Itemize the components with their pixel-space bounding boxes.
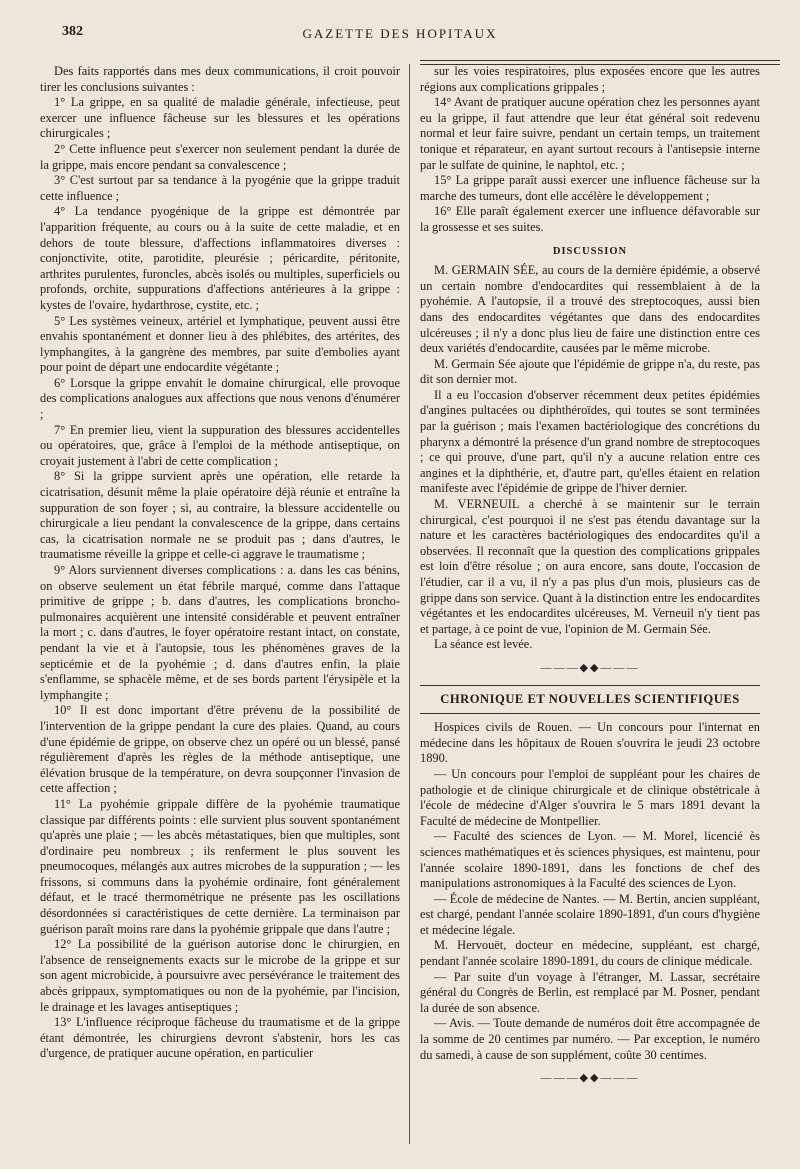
news-item: — Un concours pour l'emploi de suppléant pour les chaires de pathologie et de clinique chirurgicale et de clinique obstétricale à l'école de médecine d'Alger s'ouvrira le 5 mars 1891 devant la Faculté de médecine de Montpellier.	[420, 766, 760, 828]
paragraph: 4° La tendance pyogénique de la grippe est démontrée par l'apparition fréquente, au cours ou à la suite de cette maladie, et en dehors de toute blessure, d'affections inflammatoires diverses : conjonctivite, otite, parotidite, pleurésie ; péricardite, péritonite, arthrites purulentes, furoncles, abcès isolés ou multiples, superficiels ou profonds, orchite, suppurations d'affections antérieures à la grippe : kystes de l'ovaire, hydarthrose, cystite, etc. ;	[40, 204, 400, 312]
news-item: M. Hervouët, docteur en médecine, suppléant, est chargé, pendant l'année scolaire 1890-1891, du cours de clinique médicale.	[420, 938, 760, 969]
paragraph: sur les voies respiratoires, plus exposées encore que les autres régions aux complications grippales ;	[420, 64, 760, 94]
paragraph: 9° Alors surviennent diverses complications : a. dans les cas bénins, on observe seulement un état fébrile marqué, comme dans l'attaque primitive de grippe ; b. dans d'autres, les complications broncho-pulmonaires acquièrent une intensité considérable et peuvent entraîner la mort ; c. dans d'autres, le foyer opératoire restant intact, on constate, pendant la vie et à l'autopsie, tous les phénomènes graves de la septicémie et de la pyohémie ; d. dans d'autres enfin, la plaie s'enflamme, se sphacèle même, et de ses bords partent l'érysipèle et la lymphangite ;	[40, 563, 400, 702]
paragraph: 14° Avant de pratiquer aucune opération chez les personnes ayant eu la grippe, il faut attendre que leur état général soit redevenu normal et leur faire suivre, pendant un certain temps, un traitement tonique et réparateur, en ayant surtout recours à l'antisepsie interne par le sulfate de quinine, le naphtol, etc. ;	[420, 95, 760, 172]
paragraph: 11° La pyohémie grippale diffère de la pyohémie traumatique classique par différents points : elle survient plus souvent spontanément qu'après une plaie ; — les abcès métastatiques, bien que multiples, sont d'ordinaire peu nombreux ; ils renferment le plus souvent les pneumocoques, mélangés aux autres microbes de la suppuration ; — les frissons, si communs dans la pyohémie ordinaire, font généralement défaut, et le tracé thermométrique ne présente pas les oscillations désordonnées si caractéristiques de cette dernière. La terminaison par guérison paraît moins rare dans la pyohémie grippale que dans l'autre ;	[40, 796, 400, 936]
news-item: Hospices civils de Rouen. — Un concours pour l'internat en médecine dans les hôpitaux de Rouen s'ouvrira le jeudi 23 octobre 1890.	[420, 720, 760, 766]
paragraph: 6° Lorsque la grippe envahit le domaine chirurgical, elle provoque des complications analogues aux affections que nous venons d'énumérer ;	[40, 375, 400, 422]
paragraph: 3° C'est surtout par sa tendance à la pyogénie que la grippe traduit cette influence ;	[40, 173, 400, 203]
paragraph: 12° La possibilité de la guérison autorise donc le chirurgien, en l'absence de renseignements exacts sur le microbe de la grippe et sur son agent microbicide, à poursuivre avec persévérance le traitement des abcès grippaux, symptomatiques ou non de la pyohémie, par l'incision, le drainage et les lavages antiseptiques ;	[40, 937, 400, 1014]
news-item: — Par suite d'un voyage à l'étranger, M. Lassar, secrétaire général du Congrès de Berlin, est remplacé par M. Posner, pendant la durée de son absence.	[420, 969, 760, 1015]
paragraph: Il a eu l'occasion d'observer récemment deux petites épidémies d'angines pultacées ou diphthéroïdes, qui toutes se sont terminées par la guérison ; mais l'examen bactériologique des concrétions du pharynx a démontré la présence d'un grand nombre de streptocoques ; ce qui prouve, d'une part, qu'il n'y a aucune relation entre ces angines et la diphthérie, et, d'autre part, qu'elles étaient en relation manifeste avec l'épidémie de grippe de l'hiver dernier.	[420, 387, 760, 496]
page-header	[40, 22, 760, 48]
discussion-heading: DISCUSSION	[552, 245, 628, 257]
chronique-heading: CHRONIQUE ET NOUVELLES SCIENTIFIQUES	[420, 685, 760, 715]
paragraph: 16° Elle paraît également exercer une influence défavorable sur la grossesse et ses suites.	[420, 204, 760, 234]
left-column	[40, 64, 400, 1062]
right-column	[420, 64, 760, 1095]
running-title: GAZETTE DES HOPITAUX	[302, 26, 498, 41]
separator-ornament: ———◆◆———	[540, 1072, 640, 1085]
paragraph: M. GERMAIN SÉE, au cours de la dernière épidémie, a observé un certain nombre d'endocardites qui ressemblaient à de la pyohémie. A l'autopsie, il a trouvé des streptocoques, aussi bien dans des endocardites végétantes que dans des endocardites ulcéreuses ; il n'y a donc plus lieu de faire une distinction entre ces deux variétés d'endocardite, causées par le même microbe.	[420, 263, 760, 356]
paragraph: 7° En premier lieu, vient la suppuration des blessures accidentelles ou opératoires, que, grâce à l'emploi de la méthode antiseptique, on croyait justement à l'abri de cette complication ;	[40, 422, 400, 468]
paragraph: 10° Il est donc important d'être prévenu de la possibilité de l'intervention de la grippe pendant la cure des plaies. Quand, au cours d'une épidémie de grippe, on observe chez un opéré ou un blessé, pansé régulièrement d'après les règles de la méthode antiseptique, une élévation brusque de la température, on devra soupçonner l'invasion de cette affection ;	[40, 703, 400, 796]
paragraph: 2° Cette influence peut s'exercer non seulement pendant la durée de la grippe, mais encore pendant sa convalescence ;	[40, 141, 400, 172]
paragraph: Des faits rapportés dans mes deux communications, il croit pouvoir tirer les conclusions suivantes :	[40, 64, 400, 94]
paragraph: M. Germain Sée ajoute que l'épidémie de grippe n'a, du reste, pas dit son dernier mot.	[420, 356, 760, 387]
news-item: — Avis. — Toute demande de numéros doit être accompagnée de la somme de 20 centimes par numéro. — Par exception, le numéro du samedi, à cause de son supplément, coûte 30 centimes.	[420, 1016, 760, 1062]
paragraph: M. VERNEUIL a cherché à se maintenir sur le terrain chirurgical, c'est pourquoi il ne s'est pas étendu davantage sur la nature et les caractères bactériologiques des endocardites qu'il a observées. Il reconnaît que la question des complications grippales est loin d'être résolue ; on aura encore, sans doute, l'occasion de l'étudier, car il a vu, il n'y a pas plus d'un mois, plusieurs cas de grippe dans son service. Quant à la distinction entre les endocardites végétantes et les endocardites ulcéreuses, M. Verneuil n'y tient pas et partage, à ce point de vue, l'opinion de M. Germain Sée.	[420, 497, 760, 636]
page-number: 382	[62, 24, 83, 39]
closing-line: La séance est levée.	[434, 637, 533, 652]
news-item: — Faculté des sciences de Lyon. — M. Morel, licencié ès sciences mathématiques et ès sciences physiques, est maintenu, pour l'année scolaire 1890-1891, dans les fonctions de chef des manipulations astronomiques à la Faculté des sciences de Lyon.	[420, 829, 760, 891]
separator-ornament: ———◆◆———	[540, 661, 640, 674]
paragraph: 8° Si la grippe survient après une opération, elle retarde la cicatrisation, désunit même la plaie opératoire déjà réunie et entraîne la suppuration de son foyer ; si, au contraire, la blessure accidentelle ou chirurgicale a lieu pendant la convalescence de la grippe, dans certains cas, la cicatrisation normale ne se produit pas ; dans d'autres, le traumatisme réveille la grippe et celle-ci aggrave le traumatisme ;	[40, 469, 400, 562]
news-item: — École de médecine de Nantes. — M. Bertin, ancien suppléant, est chargé, pendant l'année scolaire 1890-1891, d'un cours d'hygiène et médecine légale.	[420, 891, 760, 937]
paragraph: 1° La grippe, en sa qualité de maladie générale, infectieuse, peut exercer une influence fâcheuse sur les blessures et les opérations chirurgicales ;	[40, 95, 400, 141]
column-divider	[409, 64, 410, 1144]
paragraph: 15° La grippe paraît aussi exercer une influence fâcheuse sur la marche des tumeurs, dont elle accélère le développement ;	[420, 173, 760, 203]
paragraph: 5° Les systèmes veineux, artériel et lymphatique, peuvent aussi être envahis spontanément et donner lieu à des phlébites, des artérites, des lymphangites, à la gangrène des membres, par suite d'embolies ayant pour point de départ une endocardite végétante ;	[40, 313, 400, 375]
paragraph: 13° L'influence réciproque fâcheuse du traumatisme et de la grippe étant démontrée, les chirurgiens devront s'abstenir, hors les cas d'urgence, de pratiquer aucune opération, en particulier	[40, 1015, 400, 1061]
